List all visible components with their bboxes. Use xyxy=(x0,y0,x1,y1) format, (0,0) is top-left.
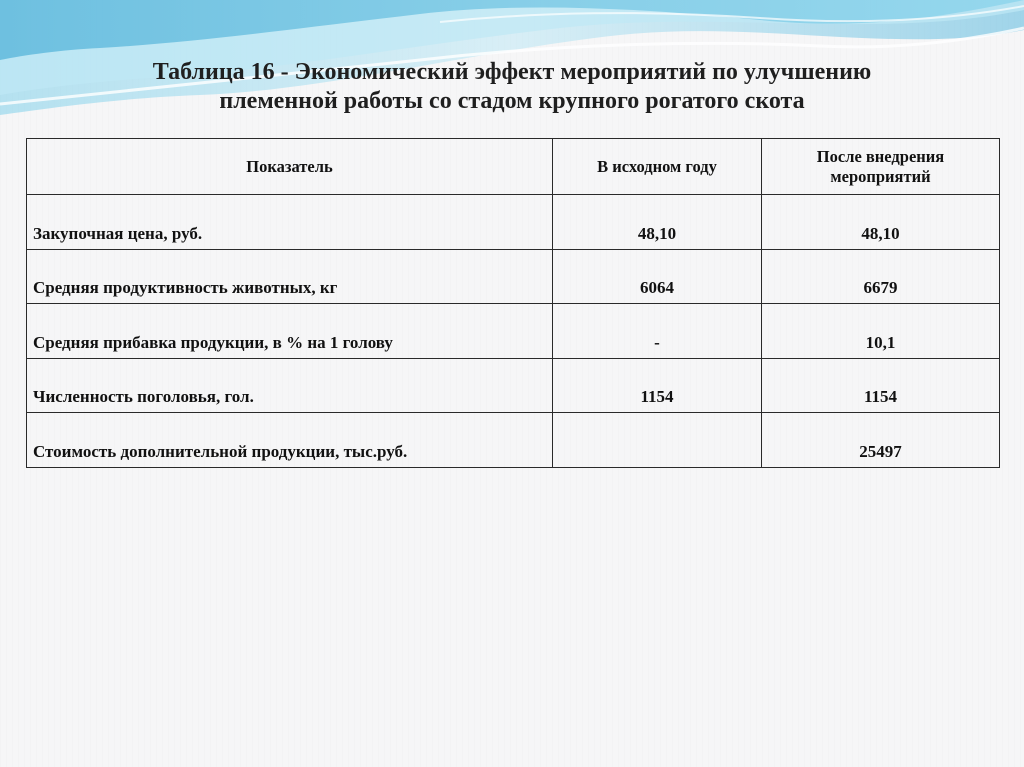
indicator-cell: Стоимость дополнительной продукции, тыс.руб. xyxy=(27,413,553,468)
indicator-cell: Средняя продуктивность животных, кг xyxy=(27,249,553,304)
table-row xyxy=(27,413,1000,468)
table-row xyxy=(27,249,1000,304)
initial-value-cell xyxy=(553,413,762,468)
indicator-cell: Закупочная цена, руб. xyxy=(27,195,553,250)
indicator-cell: Средняя прибавка продукции, в % на 1 голову xyxy=(27,304,553,359)
initial-value-cell: 1154 xyxy=(553,358,762,413)
initial-value-cell: 48,10 xyxy=(553,195,762,250)
slide-title-line-1: Таблица 16 - Экономический эффект мероприятий по улучшению xyxy=(152,59,872,85)
initial-value-cell: 6064 xyxy=(553,249,762,304)
economic-effect-table xyxy=(26,138,1000,468)
after-value-cell: 48,10 xyxy=(762,195,1000,250)
header-indicator: Показатель xyxy=(27,139,553,195)
indicator-cell: Численность поголовья, гол. xyxy=(27,358,553,413)
table-row xyxy=(27,304,1000,359)
table-header-row xyxy=(27,139,1000,195)
initial-value-cell: - xyxy=(553,304,762,359)
header-initial-year: В исходном году xyxy=(553,139,762,195)
after-value-cell: 6679 xyxy=(762,249,1000,304)
slide-title xyxy=(40,58,984,116)
after-value-cell: 25497 xyxy=(762,413,1000,468)
table-row xyxy=(27,358,1000,413)
header-after-measures: После внедрения мероприятий xyxy=(762,139,1000,195)
after-value-cell: 10,1 xyxy=(762,304,1000,359)
after-value-cell: 1154 xyxy=(762,358,1000,413)
slide-title-line-2: племенной работы со стадом крупного рогатого скота xyxy=(219,88,805,114)
table-row xyxy=(27,195,1000,250)
